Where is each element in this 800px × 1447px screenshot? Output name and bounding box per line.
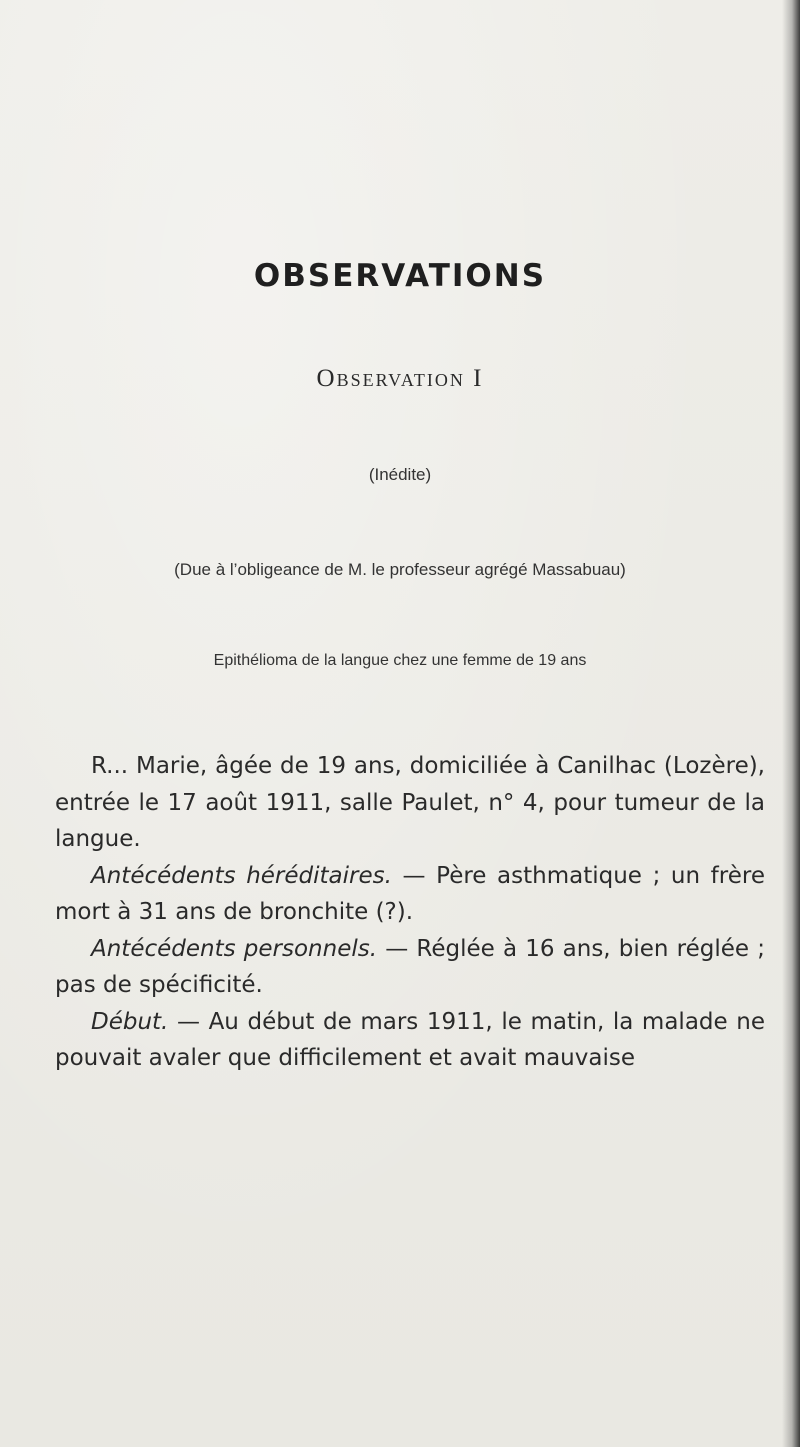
paragraph-text: — Au début de mars 1911, le matin, la malade ne pouvait avaler que difficilement et avait mauvaise [55, 1008, 765, 1071]
paragraph-text: — Père asthmatique ; un frère mort à 31 ans de bronchite (?). [55, 862, 765, 925]
paragraph-text: R... Marie, âgée de 19 ans, domiciliée à Canilhac (Lozère), entrée le 17 août 1911, salle Paulet, n° 4, pour tumeur de la langue. [55, 753, 765, 852]
paragraph-label: Antécédents héréditaires. [91, 862, 392, 889]
paragraph-label: Antécédents personnels. [91, 935, 378, 962]
paragraph-text: — Réglée à 16 ans, bien réglée ; pas de spécificité. [55, 935, 765, 998]
case-body [55, 748, 765, 1077]
observation-title: Observation I [316, 365, 484, 392]
paragraph-label: Début. [91, 1008, 169, 1035]
courtesy-note: (Due à l’obligeance de M. le professeur agrégé Massabuau) [174, 560, 626, 579]
paragraph-onset [55, 1004, 765, 1077]
page-edge-shadow [782, 0, 800, 1447]
paragraph-hereditary [55, 858, 765, 931]
section-heading: OBSERVATIONS [253, 258, 547, 294]
paragraph-intro [55, 748, 765, 858]
unpublished-note: (Inédite) [368, 465, 432, 484]
paragraph-personal [55, 931, 765, 1004]
case-subject: Epithélioma de la langue chez une femme de 19 ans [213, 652, 587, 669]
